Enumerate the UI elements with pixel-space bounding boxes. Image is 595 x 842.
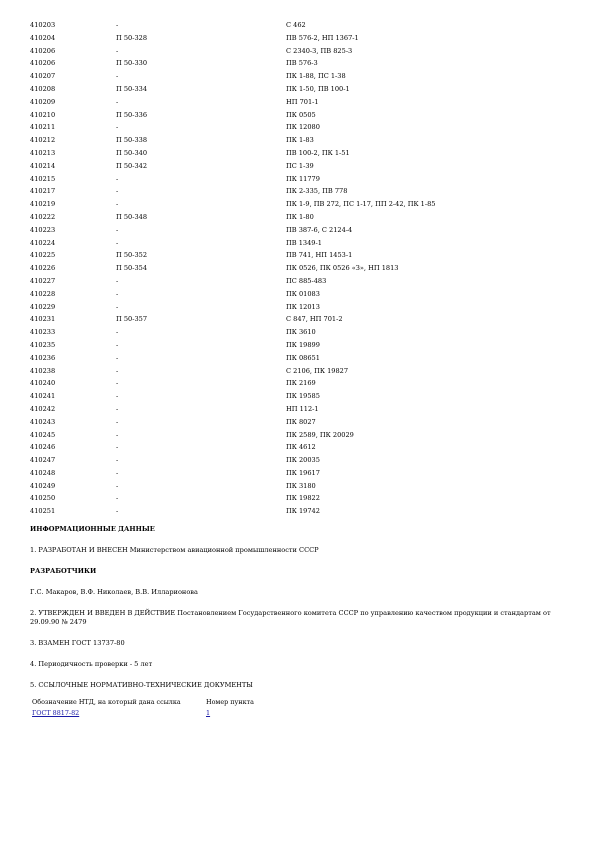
code-cell: 410248 xyxy=(30,468,56,477)
table-row xyxy=(30,134,546,147)
ref-item-cell xyxy=(204,708,256,719)
table-row xyxy=(30,492,546,505)
reference-cell: ПК 8027 xyxy=(286,417,316,426)
table-row xyxy=(30,96,546,109)
table-row xyxy=(30,249,546,262)
code-cell: 410219 xyxy=(30,200,56,209)
reference-cell: ПК 2589, ПК 20029 xyxy=(286,430,354,439)
references-header-row xyxy=(30,697,256,708)
standard-cell: - xyxy=(116,21,119,29)
standard-cell: - xyxy=(116,187,119,196)
table-row xyxy=(30,403,546,416)
standard-cell: - xyxy=(116,507,119,516)
reference-cell: НП 701-1 xyxy=(286,97,319,106)
standard-cell: П 50-338 xyxy=(116,136,148,145)
reference-cell: ПК 19822 xyxy=(286,494,320,503)
standard-cell: - xyxy=(116,97,119,106)
standard-cell: - xyxy=(116,443,119,452)
table-row xyxy=(30,288,546,301)
table-row xyxy=(30,70,546,83)
code-cell: 410233 xyxy=(30,328,56,337)
code-cell: 410250 xyxy=(30,494,56,503)
table-row xyxy=(30,339,546,352)
standard-cell: - xyxy=(116,200,119,209)
code-cell: 410228 xyxy=(30,289,56,298)
code-cell: 410226 xyxy=(30,264,56,273)
reference-cell: НП 112-1 xyxy=(286,404,319,413)
reference-cell: С 847, НП 701-2 xyxy=(286,315,343,324)
standard-cell: - xyxy=(116,174,119,183)
standard-cell: - xyxy=(116,72,119,81)
table-row xyxy=(30,109,546,122)
code-cell: 410227 xyxy=(30,276,56,285)
reference-cell: ПК 1-83 xyxy=(286,136,314,145)
reference-cell: ПК 3610 xyxy=(286,328,316,337)
code-cell: 410223 xyxy=(30,225,56,234)
code-cell: 410207 xyxy=(30,72,56,81)
table-row xyxy=(30,83,546,96)
table-row xyxy=(30,326,546,339)
code-cell: 410206 xyxy=(30,59,56,68)
standard-cell: П 50-357 xyxy=(116,315,148,324)
table-row xyxy=(30,121,546,134)
code-cell: 410203 xyxy=(30,21,56,29)
code-cell: 410209 xyxy=(30,97,56,106)
standard-cell: - xyxy=(116,46,119,55)
code-cell: 410242 xyxy=(30,404,56,413)
standard-cell: - xyxy=(116,392,119,401)
table-row xyxy=(30,224,546,237)
table-row xyxy=(30,57,546,70)
standard-cell: П 50-354 xyxy=(116,264,148,273)
table-row xyxy=(30,211,546,224)
reference-cell: ПВ 576-3 xyxy=(286,59,318,68)
code-cell: 410251 xyxy=(30,507,56,516)
code-cell: 410241 xyxy=(30,392,56,401)
reference-cell: ПВ 387-6, С 2124-4 xyxy=(286,225,353,234)
code-cell: 410240 xyxy=(30,379,56,388)
standard-cell: - xyxy=(116,430,119,439)
table-row xyxy=(30,441,546,454)
standard-cell: П 50-334 xyxy=(116,84,148,93)
reference-cell: ПК 0505 xyxy=(286,110,316,119)
info-heading: ИНФОРМАЦИОННЫЕ ДАННЫЕ xyxy=(30,525,155,533)
code-cell: 410247 xyxy=(30,456,56,465)
code-table-body xyxy=(30,19,546,518)
reference-cell: ПК 4612 xyxy=(286,443,316,452)
standard-cell: - xyxy=(116,225,119,234)
developers-list: Г.С. Макаров, В.Ф. Николаев, В.В. Илларионова xyxy=(30,588,198,596)
code-table xyxy=(30,19,546,518)
table-row xyxy=(30,390,546,403)
code-cell: 410243 xyxy=(30,417,56,426)
code-cell: 410229 xyxy=(30,302,56,311)
code-cell: 410246 xyxy=(30,443,56,452)
reference-cell: ПС 1-39 xyxy=(286,161,314,170)
code-cell: 410235 xyxy=(30,340,56,349)
code-cell: 410204 xyxy=(30,33,56,42)
reference-cell: ПВ 100-2, ПК 1-51 xyxy=(286,148,350,157)
reference-cell: ПК 1-9, ПВ 272, ПС 1-17, ПП 2-42, ПК 1-85 xyxy=(286,200,436,209)
standard-cell: - xyxy=(116,456,119,465)
table-row xyxy=(30,275,546,288)
standard-cell: - xyxy=(116,494,119,503)
reference-cell: ПК 11779 xyxy=(286,174,320,183)
reference-cell: ПК 1-50, ПВ 100-1 xyxy=(286,84,350,93)
code-cell: 410236 xyxy=(30,353,56,362)
code-cell: 410211 xyxy=(30,123,56,132)
reference-cell: ПК 19899 xyxy=(286,340,320,349)
standard-cell: П 50-352 xyxy=(116,251,148,260)
code-cell: 410208 xyxy=(30,84,56,93)
reference-cell: ПК 0526, ПК 0526 «З», НП 1813 xyxy=(286,264,399,273)
table-row xyxy=(30,32,546,45)
table-row xyxy=(30,147,546,160)
standard-cell: - xyxy=(116,123,119,132)
table-row xyxy=(30,416,546,429)
standard-cell: - xyxy=(116,340,119,349)
reference-cell: С 2106, ПК 19827 xyxy=(286,366,349,375)
standard-cell: - xyxy=(116,238,119,247)
table-row xyxy=(30,262,546,275)
table-row xyxy=(30,313,546,326)
table-row xyxy=(30,185,546,198)
reference-cell: ПК 20035 xyxy=(286,456,320,465)
code-cell: 410213 xyxy=(30,148,56,157)
code-cell: 410206 xyxy=(30,46,56,55)
reference-cell: ПК 12080 xyxy=(286,123,320,132)
reference-cell: ПК 2-335, ПВ 778 xyxy=(286,187,348,196)
standard-cell: - xyxy=(116,468,119,477)
code-cell: 410217 xyxy=(30,187,56,196)
table-row xyxy=(30,365,546,378)
table-row xyxy=(30,237,546,250)
standard-cell: П 50-342 xyxy=(116,161,148,170)
info-item-4: 4. Периодичность проверки - 5 лет xyxy=(30,660,153,668)
standard-cell: - xyxy=(116,366,119,375)
code-cell: 410245 xyxy=(30,430,56,439)
code-cell: 410212 xyxy=(30,136,56,145)
standard-cell: П 50-340 xyxy=(116,148,148,157)
reference-cell: ПК 12013 xyxy=(286,302,320,311)
reference-cell: ПК 2169 xyxy=(286,379,316,388)
reference-cell: ПК 19617 xyxy=(286,468,320,477)
code-cell: 410224 xyxy=(30,238,56,247)
ref-item-link[interactable]: 1 xyxy=(206,709,211,717)
info-item-1: 1. РАЗРАБОТАН И ВНЕСЕН Министерством авиационной промышленности СССР xyxy=(30,546,319,554)
standard-cell: - xyxy=(116,353,119,362)
reference-cell: ПК 1-88, ПС 1-38 xyxy=(286,72,346,81)
reference-cell: ПВ 741, НП 1453-1 xyxy=(286,251,353,260)
table-row xyxy=(30,301,546,314)
standard-cell: П 50-336 xyxy=(116,110,148,119)
info-item-2: 2. УТВЕРЖДЕН И ВВЕДЕН В ДЕЙСТВИЕ Постановлением Государственного комитета СССР по управлению качеством продукции и стандартам от 29.09.90 № 2479 xyxy=(30,609,551,626)
table-row xyxy=(30,505,546,518)
reference-cell: ПК 08651 xyxy=(286,353,320,362)
reference-cell: ПС 885-483 xyxy=(286,276,327,285)
reference-cell: С 462 xyxy=(286,21,306,29)
table-row xyxy=(30,160,546,173)
table-row xyxy=(30,467,546,480)
code-cell: 410222 xyxy=(30,212,56,221)
reference-cell: ПК 19585 xyxy=(286,392,320,401)
table-row xyxy=(30,352,546,365)
reference-cell: ПК 3180 xyxy=(286,481,316,490)
code-cell: 410210 xyxy=(30,110,56,119)
table-row xyxy=(30,45,546,58)
table-row xyxy=(30,454,546,467)
reference-cell: ПК 19742 xyxy=(286,507,320,516)
table-row xyxy=(30,480,546,493)
ref-doc-cell xyxy=(30,708,204,719)
table-row xyxy=(30,173,546,186)
code-cell: 410249 xyxy=(30,481,56,490)
code-cell: 410215 xyxy=(30,174,56,183)
reference-cell: ПК 1-80 xyxy=(286,212,314,221)
table-row xyxy=(30,377,546,390)
reference-cell: С 2340-3, ПВ 825-3 xyxy=(286,46,353,55)
code-cell: 410231 xyxy=(30,315,56,324)
standard-cell: П 50-328 xyxy=(116,33,148,42)
table-row xyxy=(30,429,546,442)
developers-heading: РАЗРАБОТЧИКИ xyxy=(30,567,97,575)
info-item-3: 3. ВЗАМЕН ГОСТ 13737-80 xyxy=(30,639,125,647)
ref-header-item: Номер пункта xyxy=(206,698,254,706)
standard-cell: - xyxy=(116,417,119,426)
standard-cell: - xyxy=(116,289,119,298)
standard-cell: - xyxy=(116,276,119,285)
standard-cell: - xyxy=(116,379,119,388)
standard-cell: - xyxy=(116,481,119,490)
table-row xyxy=(30,19,546,32)
standard-cell: - xyxy=(116,404,119,413)
code-cell: 410225 xyxy=(30,251,56,260)
standard-cell: - xyxy=(116,328,119,337)
references-table xyxy=(30,697,256,719)
info-item-5: 5. ССЫЛОЧНЫЕ НОРМАТИВНО-ТЕХНИЧЕСКИЕ ДОКУМЕНТЫ xyxy=(30,681,253,689)
code-cell: 410238 xyxy=(30,366,56,375)
ref-header-doc: Обозначение НТД, на который дана ссылка xyxy=(32,698,181,706)
standard-cell: П 50-348 xyxy=(116,212,148,221)
reference-cell: ПВ 1349-1 xyxy=(286,238,322,247)
code-cell: 410214 xyxy=(30,161,56,170)
reference-cell: ПК 01083 xyxy=(286,289,320,298)
standard-cell: П 50-330 xyxy=(116,59,148,68)
references-row xyxy=(30,708,256,719)
reference-cell: ПВ 576-2, НП 1367-1 xyxy=(286,33,359,42)
information-section xyxy=(30,525,570,702)
standard-cell: - xyxy=(116,302,119,311)
table-row xyxy=(30,198,546,211)
ref-doc-link[interactable]: ГОСТ 8817-82 xyxy=(32,709,80,717)
